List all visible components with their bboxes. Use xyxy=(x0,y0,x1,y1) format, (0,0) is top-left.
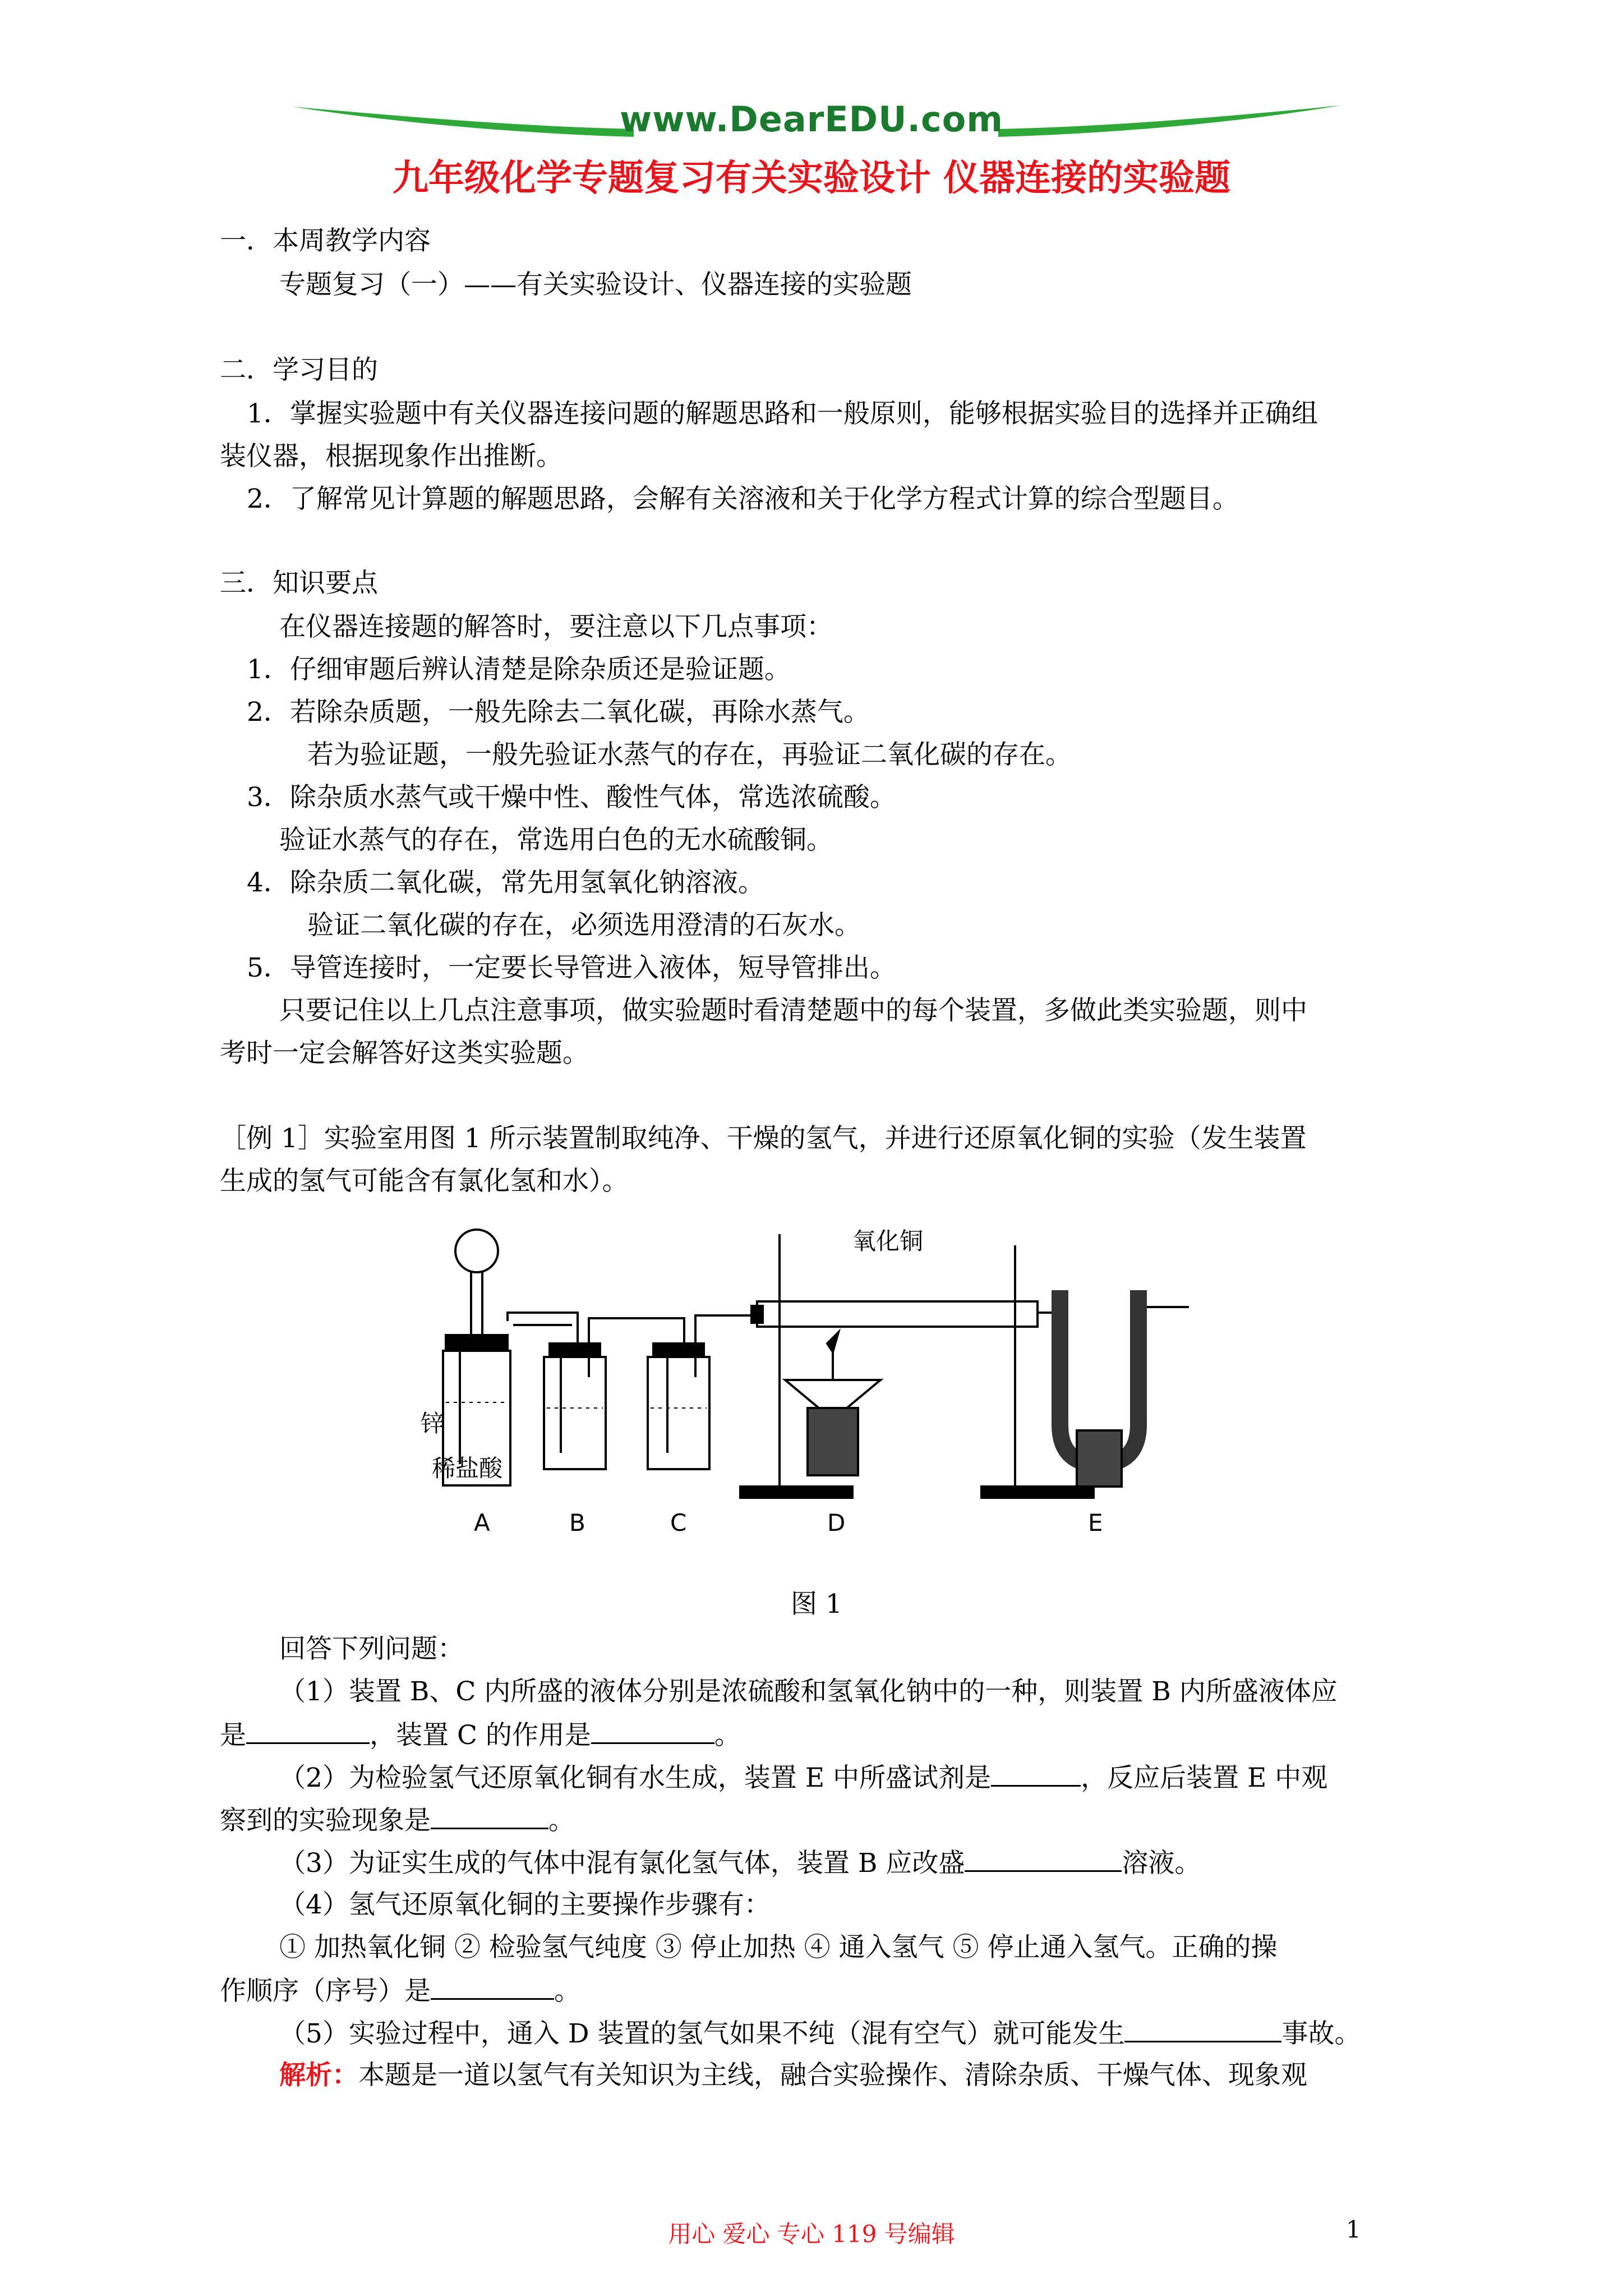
question-4-steps: ① 加热氧化铜 ② 检验氢气纯度 ③ 停止加热 ④ 通入氢气 ⑤ 停止通入氢气。正确的操 xyxy=(279,1932,1278,1963)
section2-heading: 二．学习目的 xyxy=(220,355,378,385)
summary-line1: 只要记住以上几点注意事项，做实验题时看清楚题中的每个装置，多做此类实验题，则中 xyxy=(279,995,1307,1026)
bottle-b xyxy=(544,1357,606,1469)
q2b-end: 。 xyxy=(548,1805,575,1836)
point-1: 1．仔细审题后辨认清楚是除杂质还是验证题。 xyxy=(247,654,791,685)
answer-blank-5[interactable] xyxy=(965,1846,1122,1872)
answer-blank-4[interactable] xyxy=(431,1803,548,1829)
summary-line2: 考时一定会解答好这类实验题。 xyxy=(220,1038,589,1069)
q3-prefix: （3）为证实生成的气体中混有氯化氢气体，装置 B 应改盛 xyxy=(279,1848,965,1879)
point-5: 5．导管连接时，一定要长导管进入液体，短导管排出。 xyxy=(247,953,896,983)
label-e: E xyxy=(1088,1509,1103,1536)
apparatus-figure xyxy=(393,1223,1267,1582)
answer-blank-3[interactable] xyxy=(991,1760,1081,1787)
analysis-line xyxy=(279,2059,1307,2092)
point-3: 3．除杂质水蒸气或干燥中性、酸性气体，常选浓硫酸。 xyxy=(247,782,896,813)
point-4b: 验证二氧化碳的存在，必须选用澄清的石灰水。 xyxy=(307,910,861,941)
question-1-line2 xyxy=(220,1718,741,1752)
q5-prefix: （5）实验过程中，通入 D 装置的氢气如果不纯（混有空气）就可能发生 xyxy=(279,2018,1125,2049)
combustion-tube xyxy=(757,1301,1038,1327)
question-2-line2 xyxy=(220,1803,575,1838)
point-2: 2．若除杂质题，一般先除去二氧化碳，再除水蒸气。 xyxy=(247,697,870,728)
question-5 xyxy=(279,2016,1361,2051)
question-2-line1 xyxy=(279,1760,1327,1795)
answer-blank-6[interactable] xyxy=(431,1973,554,2000)
section2-item1-line1: 1．掌握实验题中有关仪器连接问题的解题思路和一般原则，能够根据实验目的选择并正确组 xyxy=(247,398,1318,429)
answer-blank-1[interactable] xyxy=(246,1718,370,1744)
q4-end: 。 xyxy=(554,1976,580,2007)
q4-prefix: 作顺序（序号）是 xyxy=(220,1976,431,2007)
q1-prefix: 是 xyxy=(220,1720,246,1751)
example-line2: 生成的氢气可能含有氯化氢和水）。 xyxy=(220,1166,629,1197)
site-url[interactable]: www.DearEDU.com xyxy=(619,99,1003,140)
footer-text: 用心 爱心 专心 119 号编辑 xyxy=(668,2220,955,2248)
label-copper-oxide: 氧化铜 xyxy=(852,1227,924,1255)
section1-heading: 一．本周教学内容 xyxy=(220,226,431,256)
label-b: B xyxy=(569,1509,585,1536)
q1-end: 。 xyxy=(714,1720,741,1751)
q2-prefix: （2）为检验氢气还原氧化铜有水生成，装置 E 中所盛试剂是 xyxy=(279,1763,992,1793)
analysis-text: 本题是一道以氢气有关知识为主线，融合实验操作、清除杂质、干燥气体、现象观 xyxy=(358,2060,1307,2091)
analysis-label: 解析： xyxy=(279,2060,358,2091)
lamp-block xyxy=(808,1408,858,1475)
label-d: D xyxy=(827,1509,846,1536)
question-4-order xyxy=(220,1973,580,2008)
figure-caption: 图 1 xyxy=(791,1589,842,1619)
question-4: （4）氢气还原氧化铜的主要操作步骤有： xyxy=(279,1889,771,1920)
questions-intro: 回答下列问题： xyxy=(279,1634,464,1664)
section3-heading: 三．知识要点 xyxy=(220,568,378,599)
label-zinc: 锌 xyxy=(421,1410,445,1437)
page-number: 1 xyxy=(1346,2216,1361,2243)
section2-item1-line2: 装仪器，根据现象作出推断。 xyxy=(220,441,562,472)
question-3 xyxy=(279,1846,1201,1880)
label-hydrochloric-acid: 稀盐酸 xyxy=(432,1455,503,1482)
q2b-prefix: 察到的实验现象是 xyxy=(220,1805,431,1836)
answer-blank-2[interactable] xyxy=(591,1718,714,1744)
question-1-line1: （1）装置 B、C 内所盛的液体分别是浓硫酸和氢氧化钠中的一种，则装置 B 内所盛液体应 xyxy=(279,1676,1338,1707)
point-4: 4．除杂质二氧化碳，常先用氢氧化钠溶液。 xyxy=(247,867,764,898)
point-3b: 验证水蒸气的存在，常选用白色的无水硫酸铜。 xyxy=(279,825,833,855)
bottle-c xyxy=(648,1357,709,1469)
q2-end: ，反应后装置 E 中观 xyxy=(1081,1763,1328,1793)
page-title: 九年级化学专题复习有关实验设计 仪器连接的实验题 xyxy=(392,157,1231,199)
section1-content: 专题复习（一）——有关实验设计、仪器连接的实验题 xyxy=(279,269,912,300)
q3-end: 溶液。 xyxy=(1122,1848,1201,1879)
section2-item2: 2．了解常见计算题的解题思路，会解有关溶液和关于化学方程式计算的综合型题目。 xyxy=(247,484,1239,514)
point-2b: 若为验证题，一般先验证水蒸气的存在，再验证二氧化碳的存在。 xyxy=(307,739,1072,770)
answer-blank-7[interactable] xyxy=(1124,2016,1281,2042)
section3-intro: 在仪器连接题的解答时，要注意以下几点事项： xyxy=(279,611,833,642)
separatory-funnel xyxy=(455,1230,498,1272)
q1-middle: ，装置 C 的作用是 xyxy=(370,1720,591,1751)
label-a: A xyxy=(474,1509,490,1536)
label-c: C xyxy=(670,1509,687,1536)
example-line1: ［例 1］实验室用图 1 所示装置制取纯净、干燥的氢气，并进行还原氧化铜的实验（发生装置 xyxy=(220,1123,1307,1154)
q5-end: 事故。 xyxy=(1281,2018,1361,2049)
